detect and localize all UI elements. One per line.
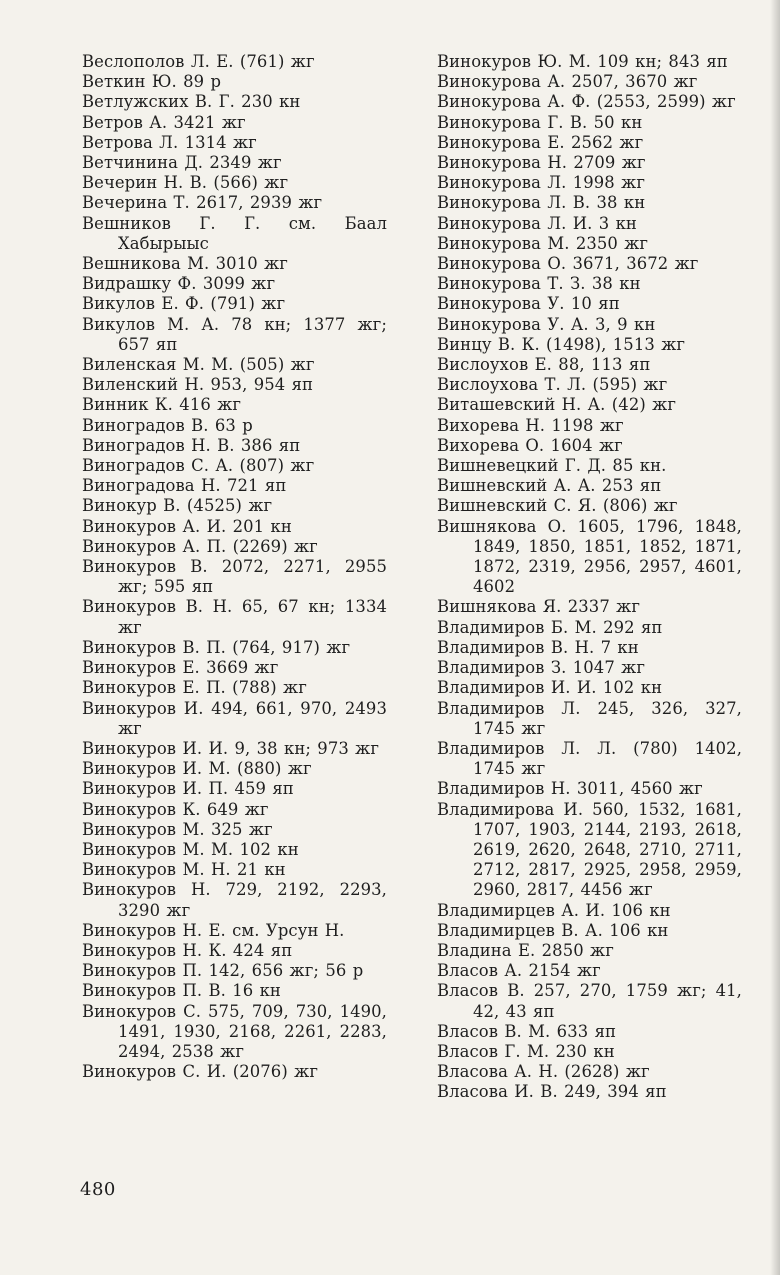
index-entry: Власов Г. М. 230 кн xyxy=(437,1041,615,1061)
index-entry: Виноградов С. А. (807) жг xyxy=(82,456,315,476)
index-entry: Винокуров В. П. (764, 917) жг xyxy=(82,637,351,657)
index-entry: Винокурова Л. И. 3 кн xyxy=(437,213,637,233)
index-entry: Винокурова Г. В. 50 кн xyxy=(437,112,643,132)
index-entry: Владимиров И. И. 102 кн xyxy=(437,678,663,698)
index-entry: Винцу В. К. (1498), 1513 жг xyxy=(437,334,686,354)
index-entry: Видрашку Ф. 3099 жг xyxy=(82,274,276,294)
index-entry: Винокуров К. 649 жг xyxy=(82,799,269,819)
index-entry: Винокуров А. И. 201 кн xyxy=(82,516,292,536)
index-entry: Ветлужских В. Г. 230 кн xyxy=(82,92,301,112)
index-entry: Виноградов В. 63 р xyxy=(82,415,253,435)
right-index-column xyxy=(437,52,742,1103)
index-entry: Викулов Е. Ф. (791) жг xyxy=(82,294,286,314)
index-entry: Владимиров Б. М. 292 яп xyxy=(437,617,663,637)
index-entry: Веслополов Л. Е. (761) жг xyxy=(82,52,315,71)
index-entry: Вислоухова Т. Л. (595) жг xyxy=(437,375,668,395)
index-entry: Винокурова М. 2350 жг xyxy=(437,233,649,253)
index-entry: Винокуров А. П. (2269) жг xyxy=(82,536,318,556)
index-entry: Вешников Г. Г. см. Баал Хабырыыс xyxy=(82,213,387,253)
index-entry: Вишневецкий Г. Д. 85 кн. xyxy=(437,456,667,476)
index-entry: Владимирцев А. И. 106 кн xyxy=(437,900,671,920)
index-entry: Вешникова М. 3010 жг xyxy=(82,254,288,274)
page-edge-shadow xyxy=(770,0,780,1275)
index-entry: Ветчинина Д. 2349 жг xyxy=(82,153,282,173)
index-entry: Владимиров Л. Л. (780) 1402, 1745 жг xyxy=(437,738,742,779)
index-entry: Винокуров П. 142, 656 жг; 56 р xyxy=(82,961,364,981)
index-entry: Винокурова У. 10 яп xyxy=(437,294,620,314)
index-entry: Винокуров В. 2072, 2271, 2955 жг; 595 яп xyxy=(82,557,387,597)
index-entry: Власова И. В. 249, 394 яп xyxy=(437,1082,667,1102)
index-entry: Вислоухов Е. 88, 113 яп xyxy=(437,355,651,375)
index-entry: Вишнякова Я. 2337 жг xyxy=(437,597,641,617)
index-entry: Виноградов Н. В. 386 яп xyxy=(82,435,301,455)
index-entry: Ветров А. 3421 жг xyxy=(82,112,246,132)
index-entry: Вишневский С. Я. (806) жг xyxy=(437,496,678,516)
index-entry: Винокуров М. 325 жг xyxy=(82,819,273,839)
index-entry: Вечерина Т. 2617, 2939 жг xyxy=(82,193,323,213)
index-entry: Владимиров З. 1047 жг xyxy=(437,658,646,678)
index-entry: Виташевский Н. А. (42) жг xyxy=(437,395,677,415)
index-entry: Винокуров М. Н. 21 кн xyxy=(82,860,286,880)
index-entry: Винокурова Т. З. 38 кн xyxy=(437,274,641,294)
index-entry: Винокур В. (4525) жг xyxy=(82,496,273,516)
index-entry: Винокурова У. А. 3, 9 кн xyxy=(437,314,656,334)
index-entry: Винокуров И. И. 9, 38 кн; 973 жг xyxy=(82,738,380,758)
index-entry: Винник К. 416 жг xyxy=(82,395,242,415)
index-entry: Винокуров М. М. 102 кн xyxy=(82,839,299,859)
index-entry: Вихорева О. 1604 жг xyxy=(437,435,623,455)
index-entry: Винокурова Е. 2562 жг xyxy=(437,132,644,152)
index-entry: Винокуров В. Н. 65, 67 кн; 1334 жг xyxy=(82,597,387,637)
index-entry: Винокурова Н. 2709 жг xyxy=(437,153,646,173)
page-number: 480 xyxy=(80,1179,116,1200)
index-entry: Владимиров Н. 3011, 4560 жг xyxy=(437,779,703,799)
index-entry: Власов А. 2154 жг xyxy=(437,961,601,981)
index-entry: Винокуров И. 494, 661, 970, 2493 жг xyxy=(82,698,387,738)
index-entry: Винокурова О. 3671, 3672 жг xyxy=(437,254,699,274)
index-entry: Владимирцев В. А. 106 кн xyxy=(437,920,669,940)
index-entry: Виноградова Н. 721 яп xyxy=(82,476,287,496)
index-entry: Винокуров С. 575, 709, 730, 1490, 1491, 1930, 2168, 2261, 2283, 2494, 2538 жг xyxy=(82,1001,387,1061)
index-entry: Власов В. М. 633 яп xyxy=(437,1021,617,1041)
index-entry: Вишнякова О. 1605, 1796, 1848, 1849, 1850, 1851, 1852, 1871, 1872, 2319, 2956, 2957, 4601, 4602 xyxy=(437,516,742,597)
index-entry: Владимиров В. Н. 7 кн xyxy=(437,637,639,657)
index-entry: Винокурова Л. В. 38 кн xyxy=(437,193,646,213)
index-entry: Винокуров Н. Е. см. Урсун Н. xyxy=(82,920,345,940)
index-entry: Винокуров С. И. (2076) жг xyxy=(82,1062,319,1082)
index-entry: Веткин Ю. 89 р xyxy=(82,72,222,92)
index-entry: Ветрова Л. 1314 жг xyxy=(82,132,257,152)
index-entry: Винокуров Ю. М. 109 кн; 843 яп xyxy=(437,52,728,71)
index-entry: Вишневский А. А. 253 яп xyxy=(437,476,662,496)
left-index-column xyxy=(82,52,387,1082)
index-entry: Власов В. 257, 270, 1759 жг; 41, 42, 43 яп xyxy=(437,981,742,1021)
index-entry: Винокурова А. 2507, 3670 жг xyxy=(437,72,698,92)
index-entry: Власова А. Н. (2628) жг xyxy=(437,1062,650,1082)
index-entry: Винокурова Л. 1998 жг xyxy=(437,173,646,193)
index-entry: Винокуров Е. 3669 жг xyxy=(82,658,279,678)
index-entry: Винокуров И. М. (880) жг xyxy=(82,759,312,779)
index-entry: Винокурова А. Ф. (2553, 2599) жг xyxy=(437,92,736,112)
index-entry: Владимиров Л. 245, 326, 327, 1745 жг xyxy=(437,698,742,738)
index-entry: Винокуров Н. К. 424 яп xyxy=(82,940,293,960)
index-entry: Виленский Н. 953, 954 яп xyxy=(82,375,314,395)
index-entry: Вихорева Н. 1198 жг xyxy=(437,415,624,435)
index-entry: Вечерин Н. В. (566) жг xyxy=(82,173,289,193)
index-entry: Виленская М. М. (505) жг xyxy=(82,355,315,375)
index-entry: Владимирова И. 560, 1532, 1681, 1707, 1903, 2144, 2193, 2618, 2619, 2620, 2648, 2710, 2711, 2712, 2817, 2925, 2958, 2959, 2960, 2817, 4456 жг xyxy=(437,799,742,900)
index-entry: Владина Е. 2850 жг xyxy=(437,940,614,960)
index-entry: Винокуров Е. П. (788) жг xyxy=(82,678,307,698)
index-entry: Викулов М. А. 78 кн; 1377 жг; 657 яп xyxy=(82,314,387,354)
index-entry: Винокуров Н. 729, 2192, 2293, 3290 жг xyxy=(82,880,387,920)
index-entry: Винокуров И. П. 459 яп xyxy=(82,779,294,799)
index-entry: Винокуров П. В. 16 кн xyxy=(82,981,281,1001)
